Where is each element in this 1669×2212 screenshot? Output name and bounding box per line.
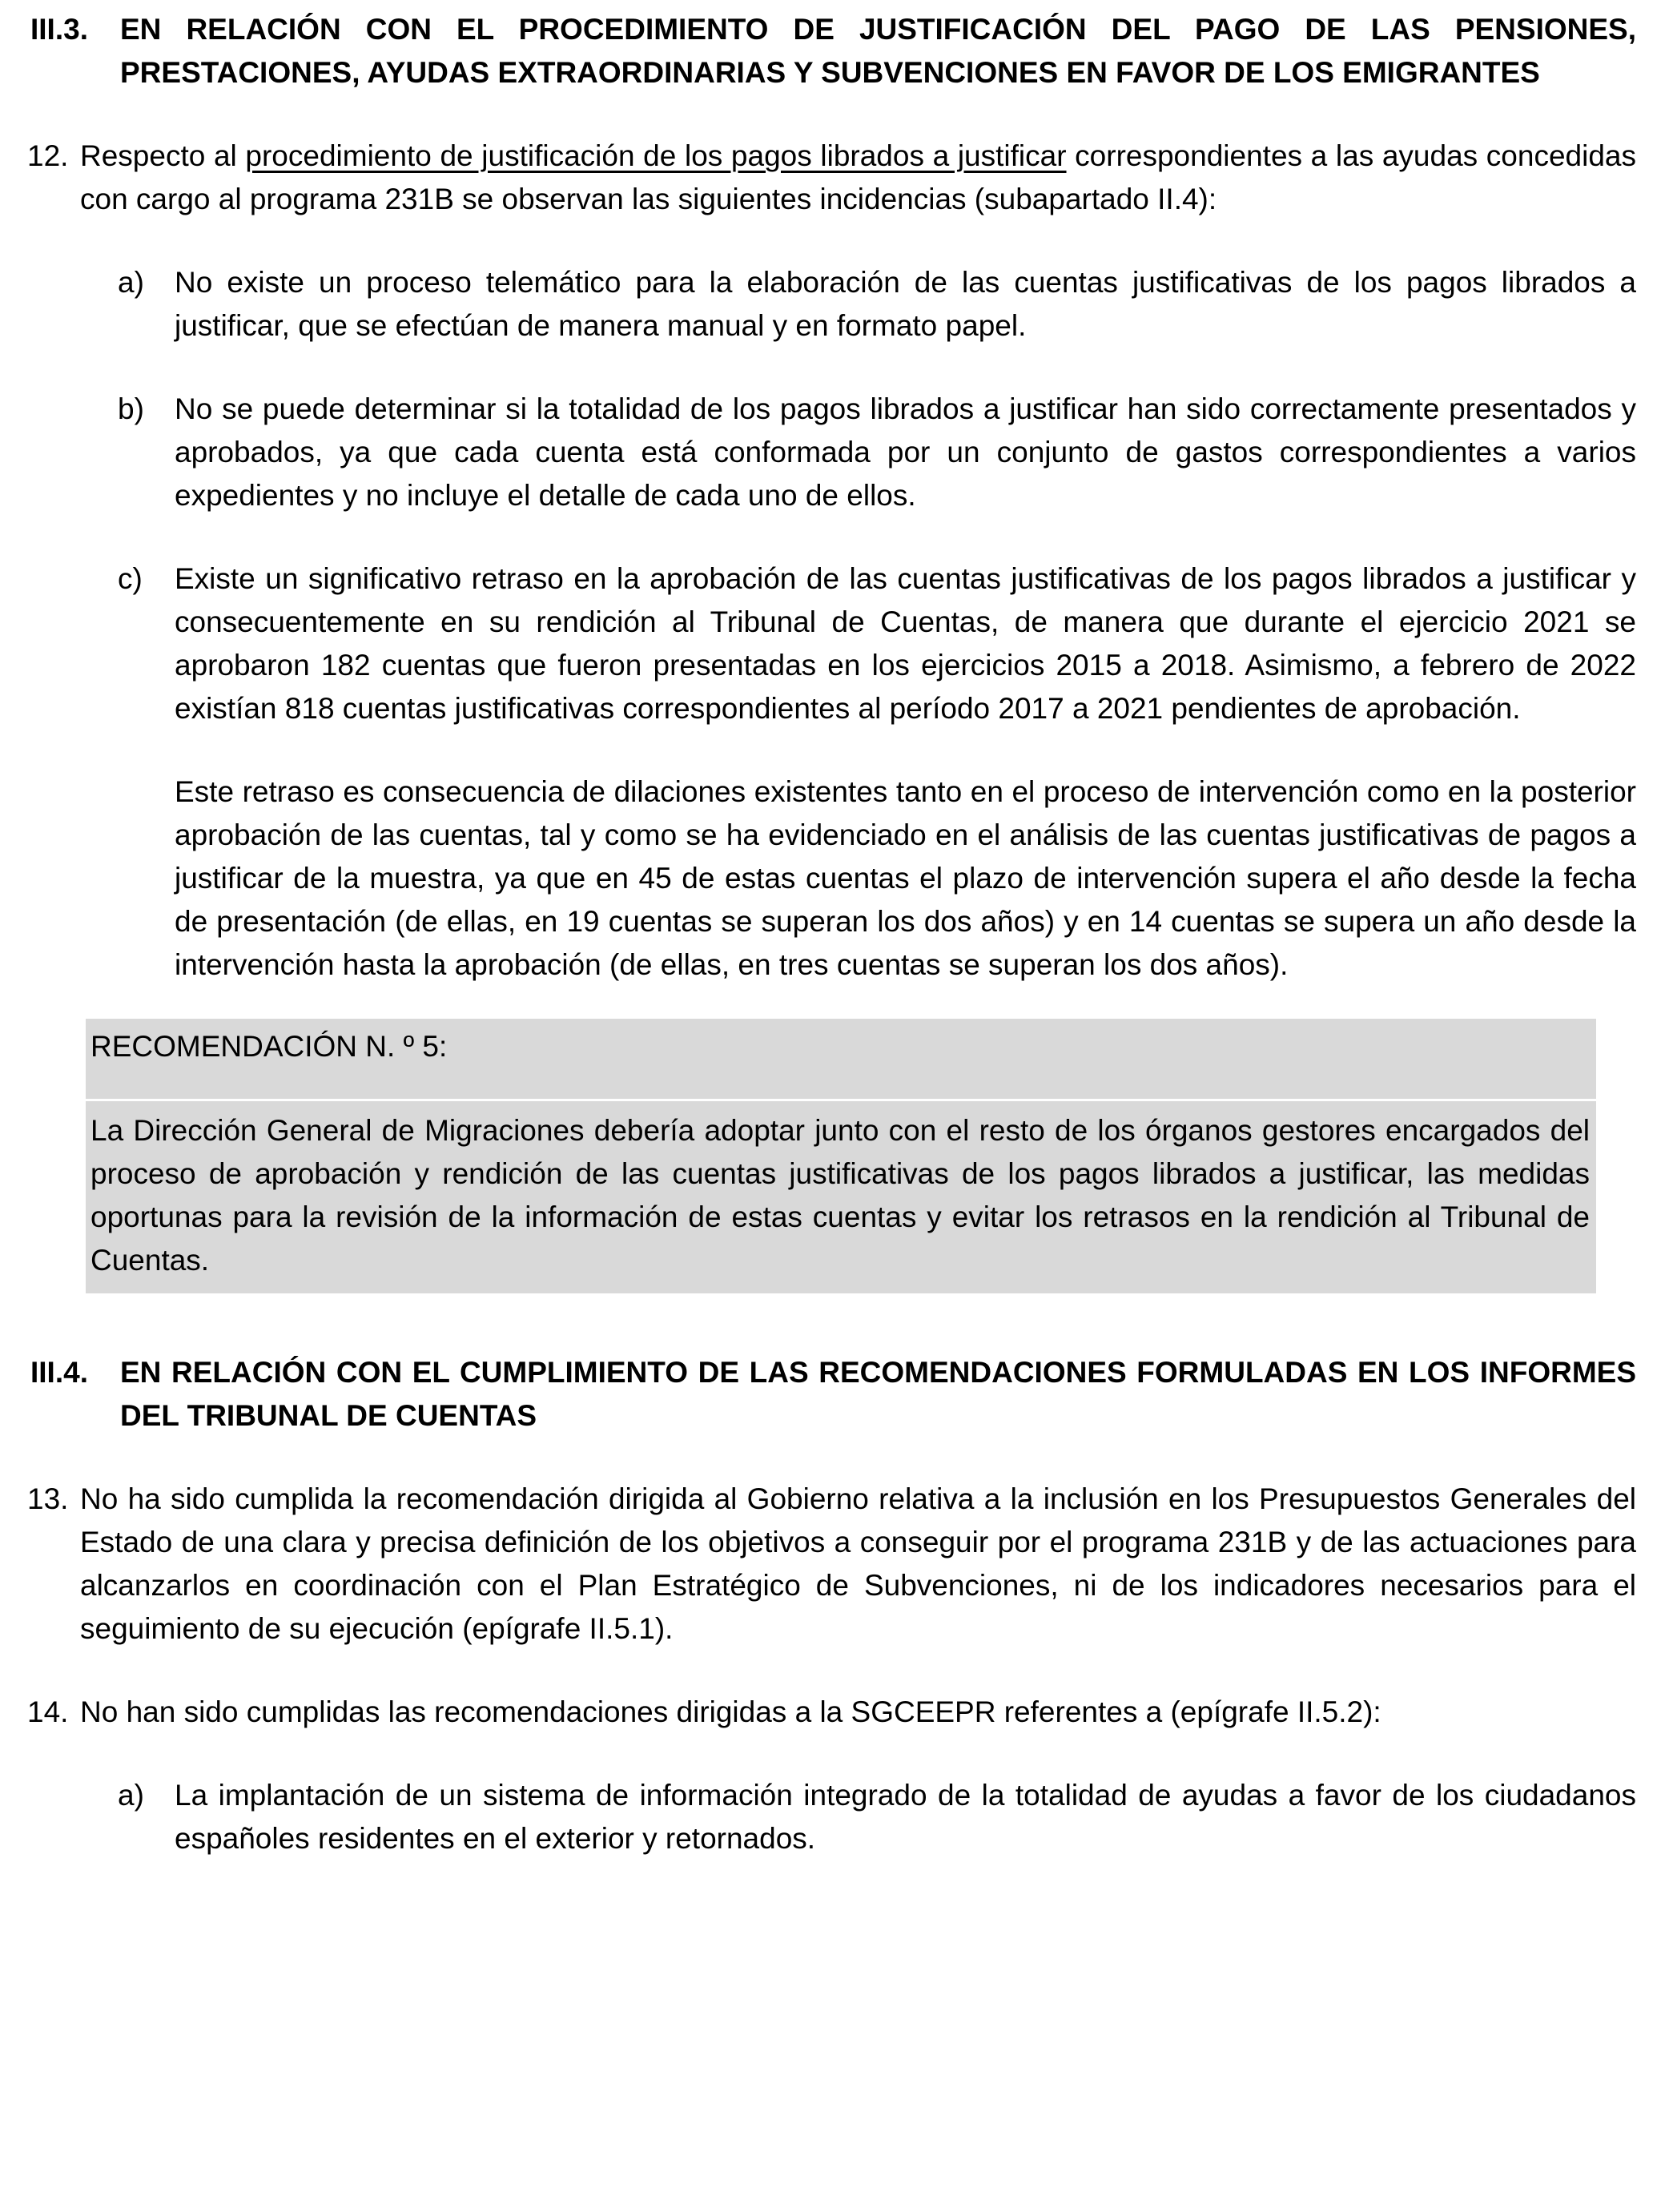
paragraph-13-text: No ha sido cumplida la recomendación dirigida al Gobierno relativa a la inclusión en los Presupuestos Generales del Estado de una clara y precisa definición de los objetivos a conseguir por el programa 231B y de las actuaciones para alcanzarlos en coordinación con el Plan Estratégico de Subvenciones, ni de los indicadores necesarios para el seguimiento de su ejecución (epígrafe II.5.1).	[80, 1482, 1636, 1645]
paragraph-12	[0, 135, 1669, 221]
list-item-14a-marker: a)	[118, 1779, 144, 1812]
paragraph-12-text-before: Respecto al	[80, 139, 246, 172]
paragraph-12-number: 12.	[27, 139, 69, 172]
recommendation-body: La Dirección General de Migraciones debería adoptar junto con el resto de los órganos gestores encargados del proceso de aprobación y rendición de las cuentas justificativas de los pagos librados a justificar, las medidas oportunas para la revisión de la información de estas cuentas y evitar los retrasos en la rendición al Tribunal de Cuentas.	[90, 1114, 1590, 1277]
list-item-12c-text: Existe un significativo retraso en la aprobación de las cuentas justificativas de los pagos librados a justificar y consecuentemente en su rendición al Tribunal de Cuentas, de manera que durante el ejercicio 2021 se aprobaron 182 cuentas que fueron presentadas en los ejercicios 2015 a 2018. Asimismo, a febrero de 2022 existían 818 cuentas justificativas correspondientes al período 2017 a 2021 pendientes de aprobación.	[175, 562, 1636, 725]
paragraph-12c-continuation-text: Este retraso es consecuencia de dilaciones existentes tanto en el proceso de intervención como en la posterior aprobación de las cuentas, tal y como se ha evidenciado en el análisis de las cuentas justificativas de pagos a justificar de la muestra, ya que en 45 de estas cuentas el plazo de intervención supera el año desde la fecha de presentación (de ellas, en 19 cuentas se superan los dos años) y en 14 cuentas se supera un año desde la intervención hasta la aprobación (de ellas, en tres cuentas se superan los dos años).	[175, 775, 1636, 981]
recommendation-box-body-row	[86, 1101, 1596, 1293]
list-item-12b-text: No se puede determinar si la totalidad de los pagos librados a justificar han sido correctamente presentados y aprobados, ya que cada cuenta está conformada por un conjunto de gastos correspondientes a varios expedientes y no incluye el detalle de cada uno de ellos.	[175, 392, 1636, 512]
paragraph-12c-continuation	[0, 770, 1669, 987]
section-heading-iii3	[0, 8, 1669, 95]
recommendation-title: RECOMENDACIÓN N. º 5:	[90, 1030, 448, 1063]
list-item-12b	[0, 388, 1669, 517]
paragraph-13-number: 13.	[27, 1482, 69, 1515]
paragraph-14-text: No han sido cumplidas las recomendaciones dirigidas a la SGCEEPR referentes a (epígrafe II.5.2):	[80, 1695, 1381, 1728]
section-number-iii3: III.3.	[30, 13, 88, 46]
list-item-12a-marker: a)	[118, 266, 144, 299]
list-item-12a	[0, 261, 1669, 348]
list-item-12c	[0, 557, 1669, 730]
section-title-iii3: EN RELACIÓN CON EL PROCEDIMIENTO DE JUSTIFICACIÓN DEL PAGO DE LAS PENSIONES, PRESTACIONES, AYUDAS EXTRAORDINARIAS Y SUBVENCIONES EN FAVOR DE LOS EMIGRANTES	[120, 13, 1636, 89]
paragraph-13	[0, 1478, 1669, 1651]
section-number-iii4: III.4.	[30, 1356, 88, 1389]
list-item-12a-text: No existe un proceso telemático para la elaboración de las cuentas justificativas de los pagos librados a justificar, que se efectúan de manera manual y en formato papel.	[175, 266, 1636, 342]
section-heading-iii4	[0, 1351, 1669, 1438]
list-item-12c-marker: c)	[118, 562, 143, 595]
list-item-14a-text: La implantación de un sistema de información integrado de la totalidad de ayudas a favor de los ciudadanos españoles residentes en el exterior y retornados.	[175, 1779, 1636, 1855]
paragraph-12-text-after: correspondientes a las ayudas concedidas con cargo al programa 231B se observan las siguientes incidencias (subapartado II.4):	[80, 139, 1636, 215]
list-item-12b-marker: b)	[118, 392, 144, 425]
recommendation-box	[86, 1019, 1596, 1293]
paragraph-14-number: 14.	[27, 1695, 69, 1728]
section-title-iii4: EN RELACIÓN CON EL CUMPLIMIENTO DE LAS RECOMENDACIONES FORMULADAS EN LOS INFORMES DEL TRIBUNAL DE CUENTAS	[120, 1356, 1636, 1432]
paragraph-14	[0, 1691, 1669, 1734]
list-item-14a	[0, 1774, 1669, 1860]
paragraph-12-underlined-phrase: procedimiento de justificación de los pagos librados a justificar	[245, 139, 1067, 172]
recommendation-box-title-row	[86, 1019, 1596, 1099]
